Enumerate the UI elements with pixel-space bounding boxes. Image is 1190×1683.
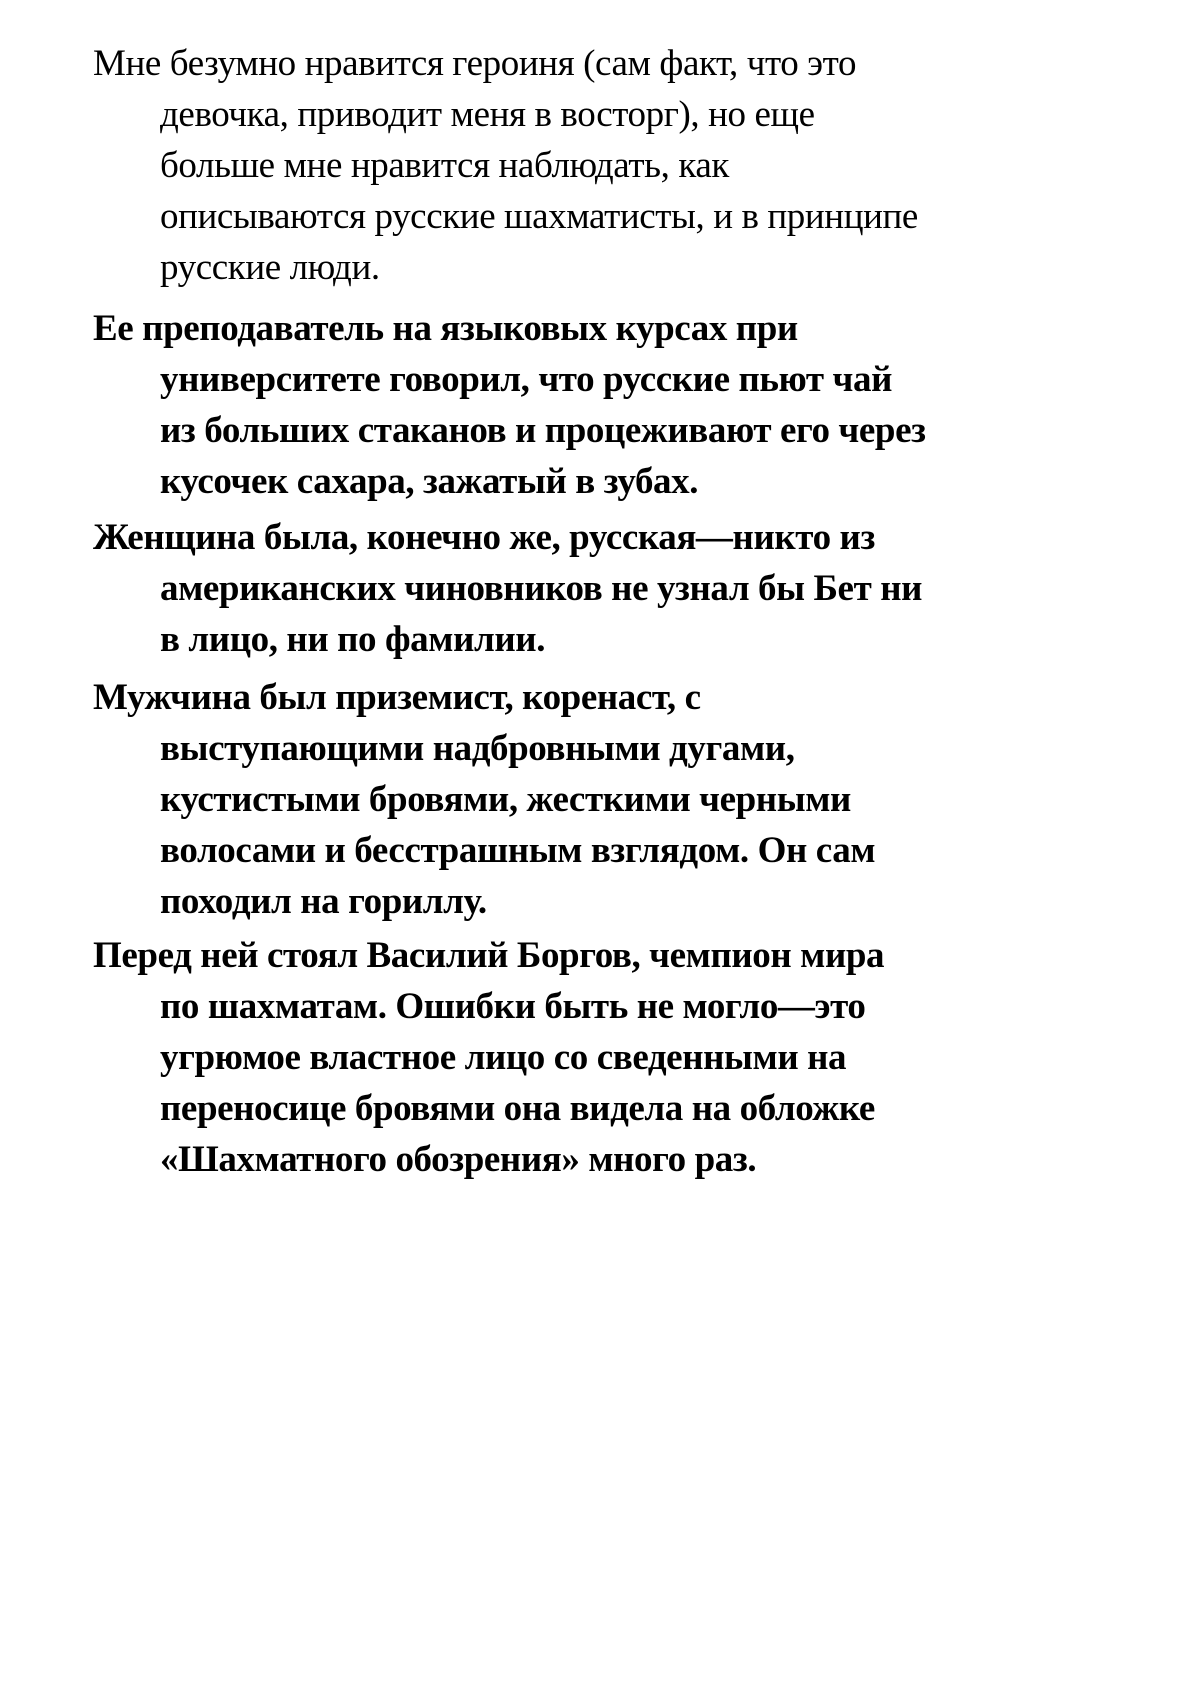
paragraph-line: девочка, приводит меня в восторг), но еще bbox=[160, 94, 815, 135]
paragraph-line: выступающими надбровными дугами, bbox=[160, 728, 795, 769]
paragraph-1 bbox=[93, 38, 1103, 293]
paragraph-line: Женщина была, конечно же, русская—никто из bbox=[93, 517, 875, 558]
paragraph-5 bbox=[93, 930, 1103, 1185]
paragraph-line: «Шахматного обозрения» много раз. bbox=[160, 1139, 757, 1180]
paragraph-line: больше мне нравится наблюдать, как bbox=[160, 145, 729, 186]
paragraph-line: из больших стаканов и процеживают его через bbox=[160, 410, 926, 451]
paragraph-line: Мужчина был приземист, коренаст, с bbox=[93, 677, 701, 718]
paragraph-line: американских чиновников не узнал бы Бет ни bbox=[160, 568, 923, 609]
paragraph-line: в лицо, ни по фамилии. bbox=[160, 619, 546, 660]
paragraph-line: походил на гориллу. bbox=[160, 881, 487, 922]
paragraph-line: Ее преподаватель на языковых курсах при bbox=[93, 308, 798, 349]
paragraph-2 bbox=[93, 303, 1103, 507]
paragraph-line: Мне безумно нравится героиня (сам факт, что это bbox=[93, 43, 857, 84]
paragraph-line: по шахматам. Ошибки быть не могло—это bbox=[160, 986, 866, 1027]
paragraph-line: кустистыми бровями, жесткими черными bbox=[160, 779, 851, 820]
paragraph-3 bbox=[93, 512, 1103, 665]
paragraph-line: описываются русские шахматисты, и в принципе bbox=[160, 196, 918, 237]
paragraph-line: Перед ней стоял Василий Боргов, чемпион мира bbox=[93, 935, 885, 976]
paragraph-line: университете говорил, что русские пьют чай bbox=[160, 359, 893, 400]
paragraph-line: переносице бровями она видела на обложке bbox=[160, 1088, 875, 1129]
paragraph-line: кусочек сахара, зажатый в зубах. bbox=[160, 461, 699, 502]
paragraph-line: угрюмое властное лицо со сведенными на bbox=[160, 1037, 847, 1078]
paragraph-line: волосами и бесстрашным взглядом. Он сам bbox=[160, 830, 876, 871]
paragraph-line: русские люди. bbox=[160, 247, 380, 288]
paragraph-4 bbox=[93, 672, 1103, 927]
